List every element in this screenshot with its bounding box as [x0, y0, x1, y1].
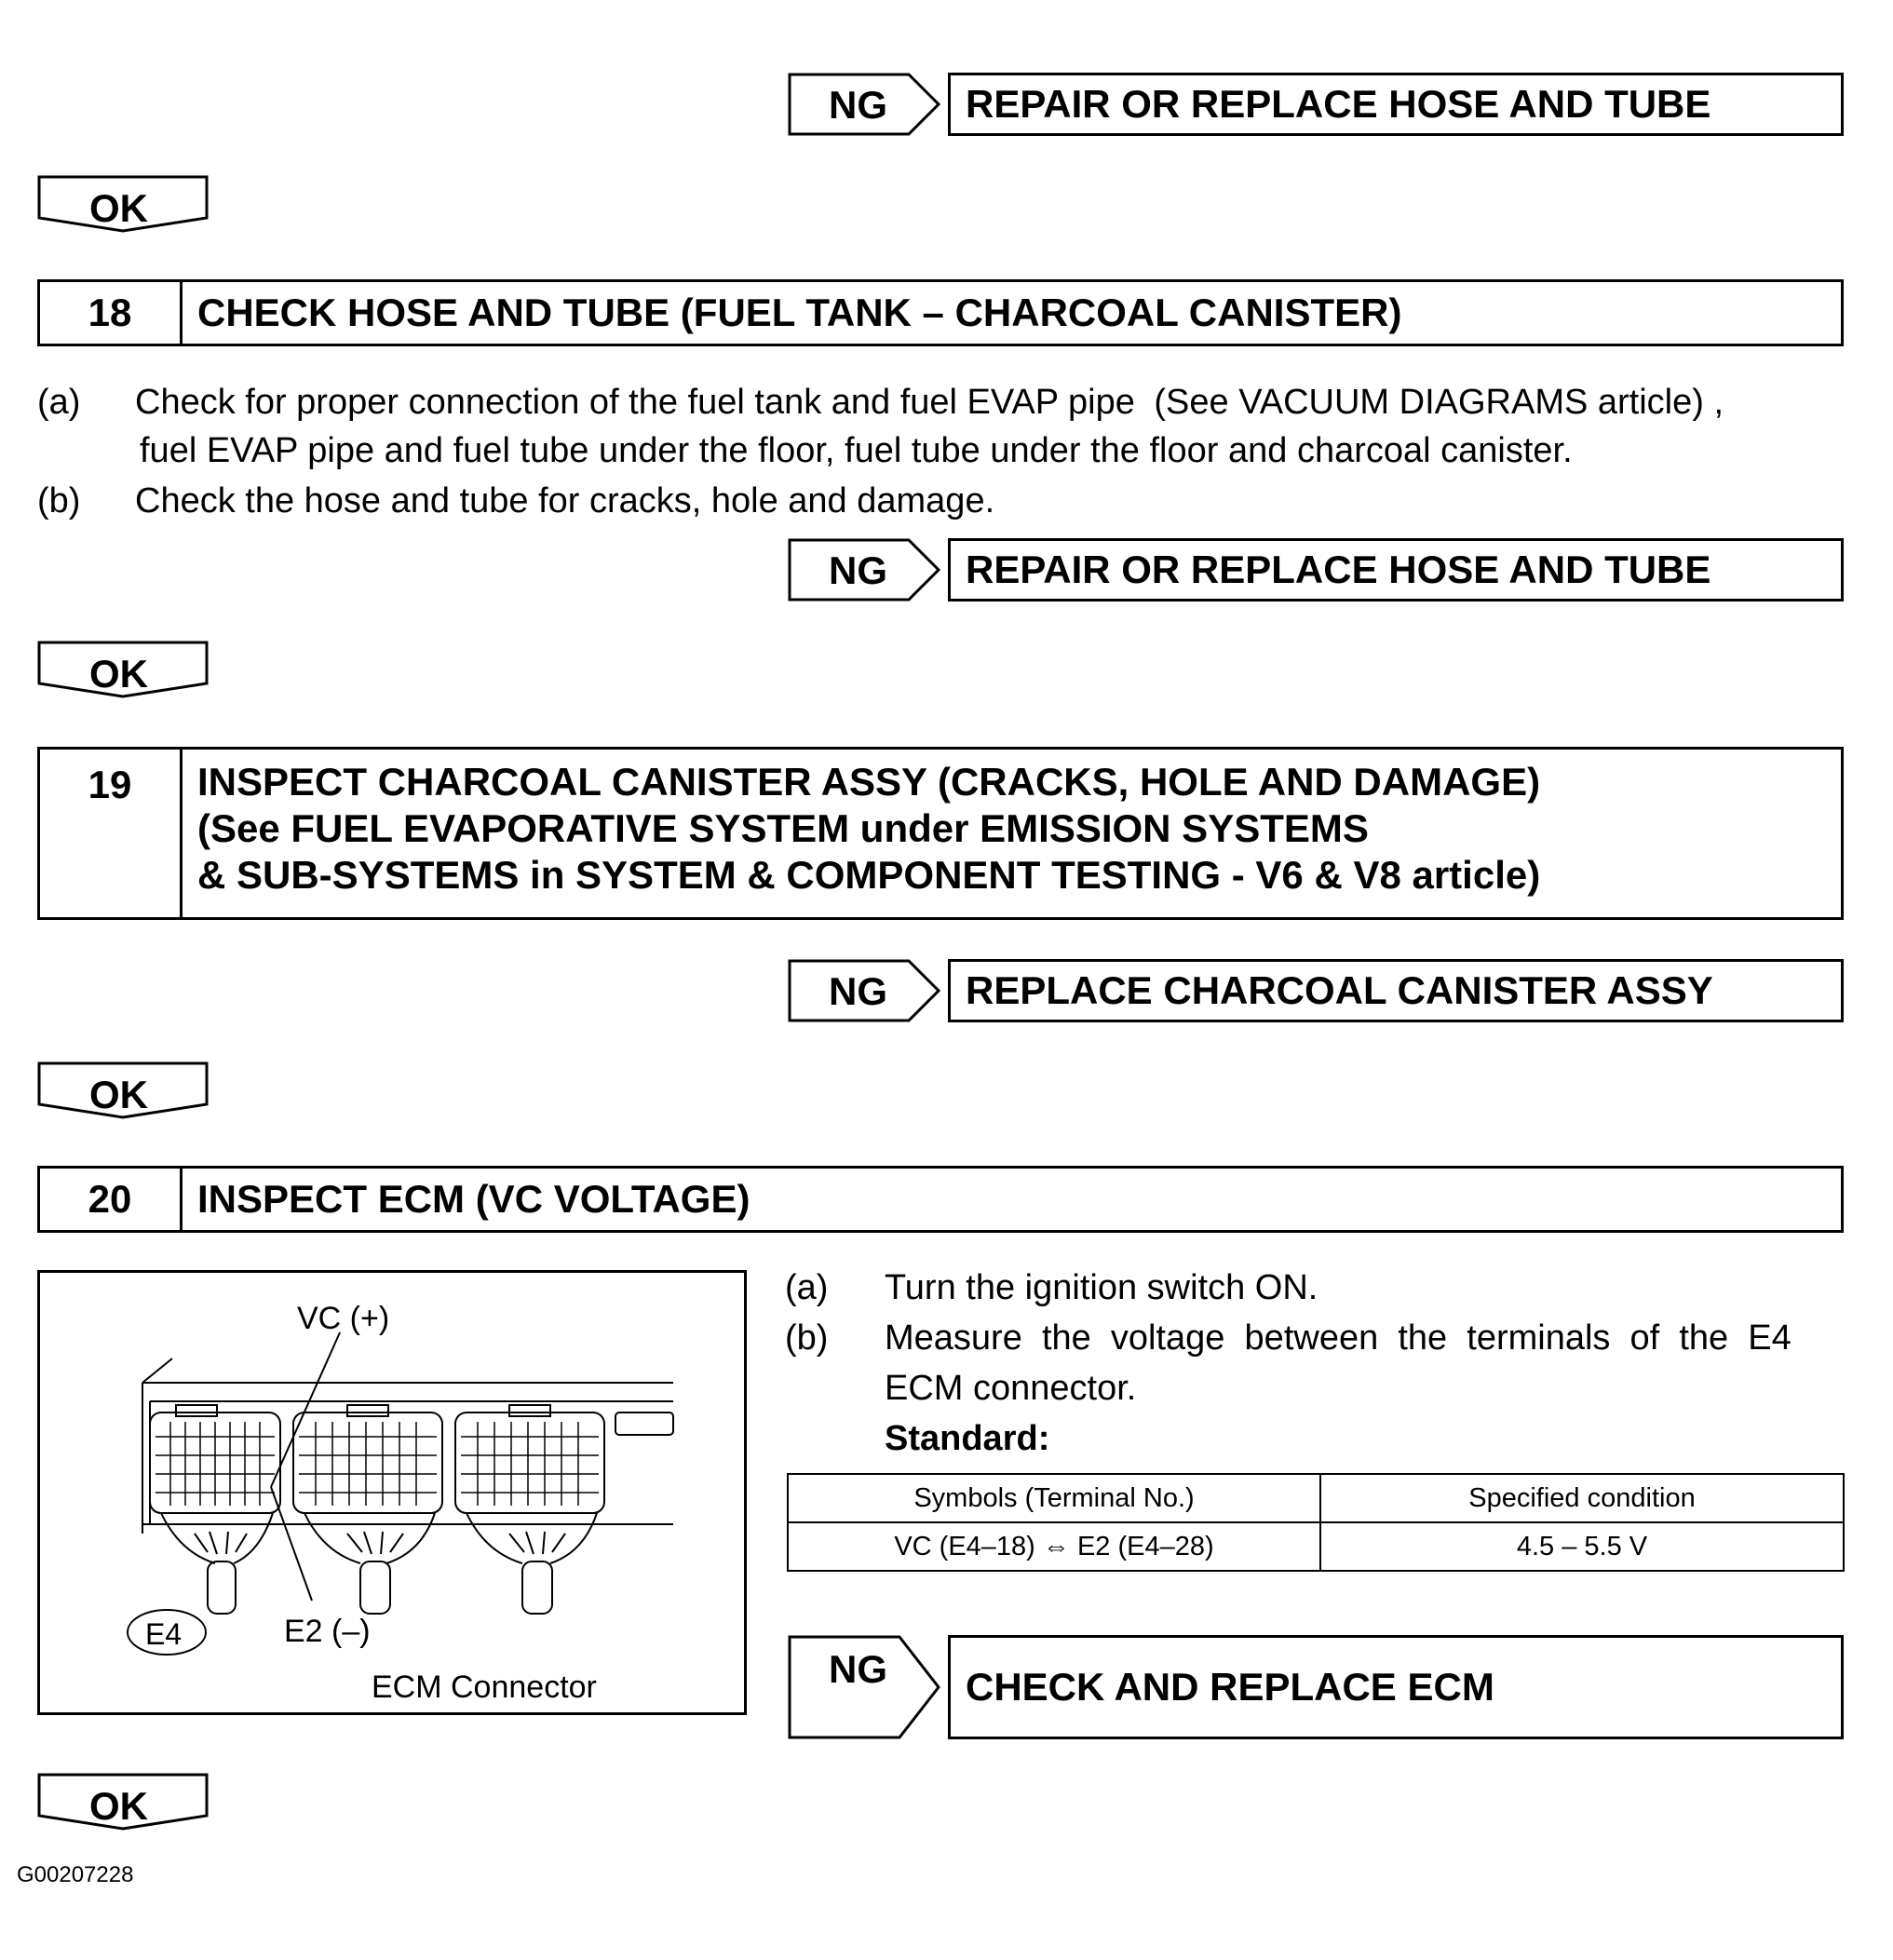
ecm-connector-diagram	[37, 1270, 747, 1715]
table-header-row	[788, 1474, 1844, 1522]
ng-action-box: CHECK AND REPLACE ECM	[948, 1635, 1844, 1739]
step-title	[183, 750, 1540, 917]
figure-code: G00207228	[17, 1862, 134, 1887]
step-18-a-line1	[135, 385, 1724, 420]
step-20-b-marker: (b)	[785, 1318, 829, 1358]
standard-label: Standard:	[885, 1419, 1050, 1458]
step-number: 20	[40, 1169, 183, 1230]
step-18-b-text: Check the hose and tube for cracks, hole and damage.	[135, 481, 995, 520]
connector-id-label: E4	[145, 1617, 183, 1651]
table-header-cell: Specified condition	[1320, 1474, 1844, 1522]
ok-label: OK	[89, 1073, 148, 1116]
step-title: INSPECT ECM (VC VOLTAGE)	[197, 1177, 750, 1221]
table-cell: 4.5 – 5.5 V	[1320, 1522, 1844, 1571]
step-20-b-line1: Measure the voltage between the terminals of the E4	[885, 1318, 1792, 1358]
step-title-line: INSPECT CHARCOAL CANISTER ASSY (CRACKS, HOLE AND DAMAGE)	[197, 760, 1541, 804]
step-20-a-marker: (a)	[785, 1268, 829, 1307]
step-18-a-text: Check for proper connection of the fuel tank and fuel EVAP pipe	[135, 383, 1135, 422]
step-number: 18	[40, 282, 183, 344]
step-number: 19	[40, 750, 183, 917]
table-cell: VC (E4–18) ⇔ E2 (E4–28)	[788, 1522, 1320, 1571]
step-20-a-text: Turn the ignition switch ON.	[885, 1268, 1318, 1307]
step-title: CHECK HOSE AND TUBE (FUEL TANK – CHARCOAL CANISTER)	[197, 291, 1402, 334]
step-20-header	[37, 1166, 1844, 1233]
ok-label: OK	[89, 186, 148, 230]
table-header-cell: Symbols (Terminal No.)	[788, 1474, 1320, 1522]
ok-label: OK	[89, 652, 148, 696]
vc-terminal-label: VC (+)	[297, 1301, 390, 1336]
step-20-b-line2: ECM connector.	[885, 1369, 1137, 1408]
ng-action-box: REPAIR OR REPLACE HOSE AND TUBE	[948, 538, 1844, 602]
standard-table	[787, 1473, 1845, 1572]
table-row	[788, 1522, 1844, 1571]
ng-action-box: REPAIR OR REPLACE HOSE AND TUBE	[948, 73, 1844, 136]
ok-label: OK	[89, 1784, 148, 1828]
ng-label: NG	[829, 83, 887, 127]
ng-action-box: REPLACE CHARCOAL CANISTER ASSY	[948, 959, 1844, 1022]
step-19-header	[37, 747, 1844, 920]
ng-label: NG	[829, 548, 887, 592]
step-title-line: (See FUEL EVAPORATIVE SYSTEM under EMISSION SYSTEMS	[197, 806, 1369, 850]
diagram-caption: ECM Connector	[372, 1669, 597, 1705]
step-18-b-marker: (b)	[37, 481, 81, 520]
step-18-a-marker: (a)	[37, 383, 81, 422]
ng-label: NG	[829, 969, 887, 1013]
step-18-header	[37, 279, 1844, 346]
step-18-a-line2: fuel EVAP pipe and fuel tube under the floor, fuel tube under the floor and charcoal canister.	[140, 431, 1573, 470]
ng-label: NG	[829, 1647, 887, 1691]
e2-terminal-label: E2 (–)	[284, 1614, 371, 1649]
step-18-a-reference: (See VACUUM DIAGRAMS article) ,	[1154, 383, 1724, 422]
step-title-line: & SUB-SYSTEMS in SYSTEM & COMPONENT TESTING - V6 & V8 article)	[197, 853, 1541, 897]
